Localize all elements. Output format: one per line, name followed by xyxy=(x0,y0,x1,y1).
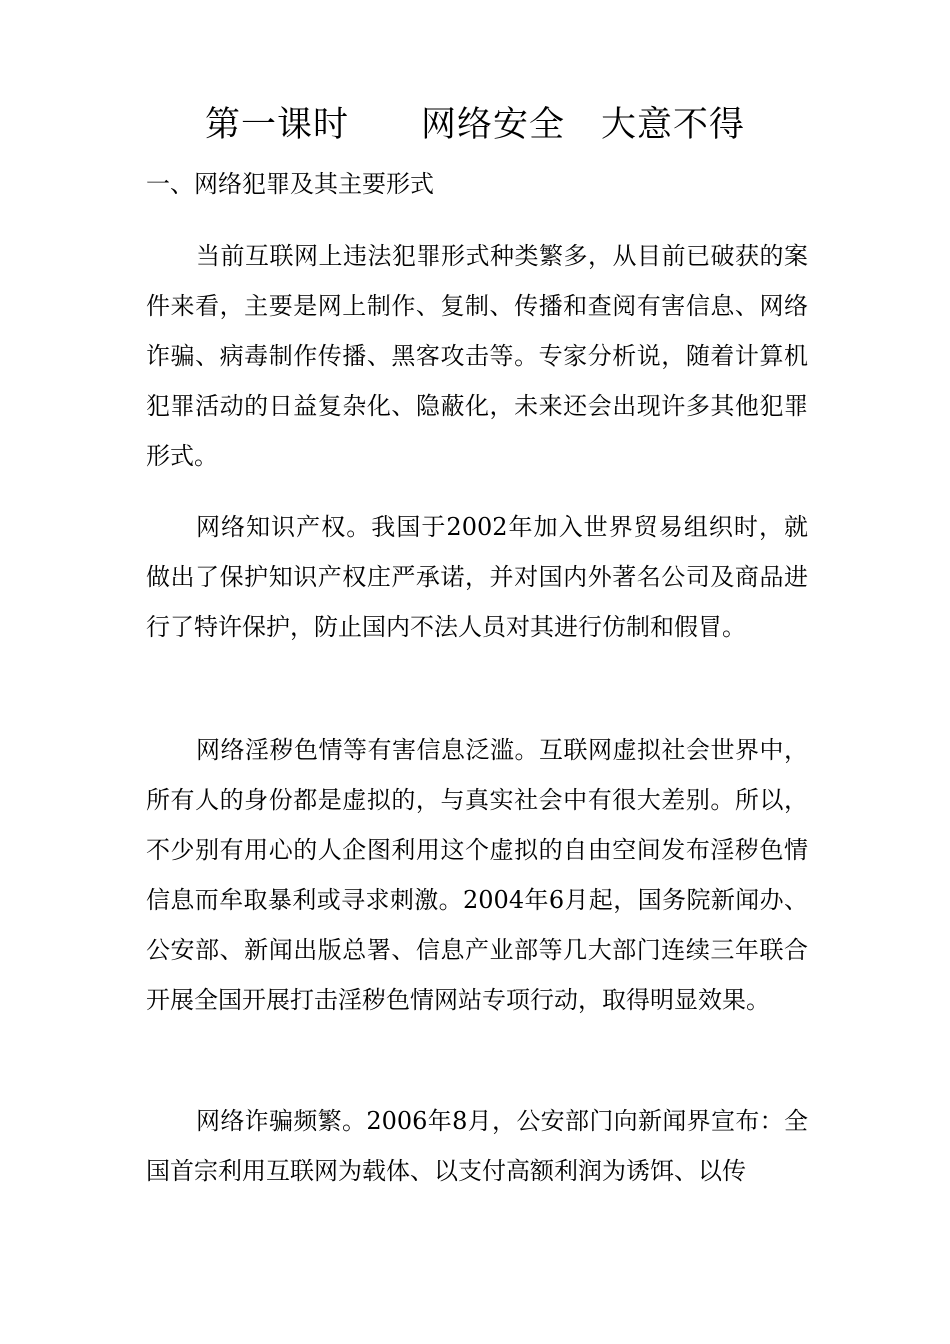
paragraph: 网络知识产权。我国于2002年加入世界贸易组织时，就做出了保护知识产权庄严承诺，并对国内外著名公司及商品进行了特许保护，防止国内不法人员对其进行仿制和假冒。 xyxy=(146,513,808,641)
paragraph: 网络淫秽色情等有害信息泛滥。互联网虚拟社会世界中，所有人的身份都是虚拟的，与真实社会中有很大差别。所以，不少别有用心的人企图利用这个虚拟的自由空间发布淫秽色情信息而牟取暴利或寻求刺激。2004年6月起，国务院新闻办、公安部、新闻出版总署、信息产业部等几大部门连续三年联合开展全国开展打击淫秽色情网站专项行动，取得明显效果。 xyxy=(146,736,808,1014)
paragraph: 当前互联网上违法犯罪形式种类繁多，从目前已破获的案件来看，主要是网上制作、复制、传播和查阅有害信息、网络诈骗、病毒制作传播、黑客攻击等。专家分析说，随着计算机犯罪活动的日益复杂化、隐蔽化，未来还会出现许多其他犯罪形式。 xyxy=(146,242,808,470)
paragraph: 网络诈骗频繁。2006年8月，公安部门向新闻界宣布：全国首宗利用互联网为载体、以支付高额利润为诱饵、以传 xyxy=(146,1107,808,1185)
section-heading: 一、网络犯罪及其主要形式 xyxy=(146,170,434,198)
page-title: 第一课时 网络安全 大意不得 xyxy=(204,105,745,145)
